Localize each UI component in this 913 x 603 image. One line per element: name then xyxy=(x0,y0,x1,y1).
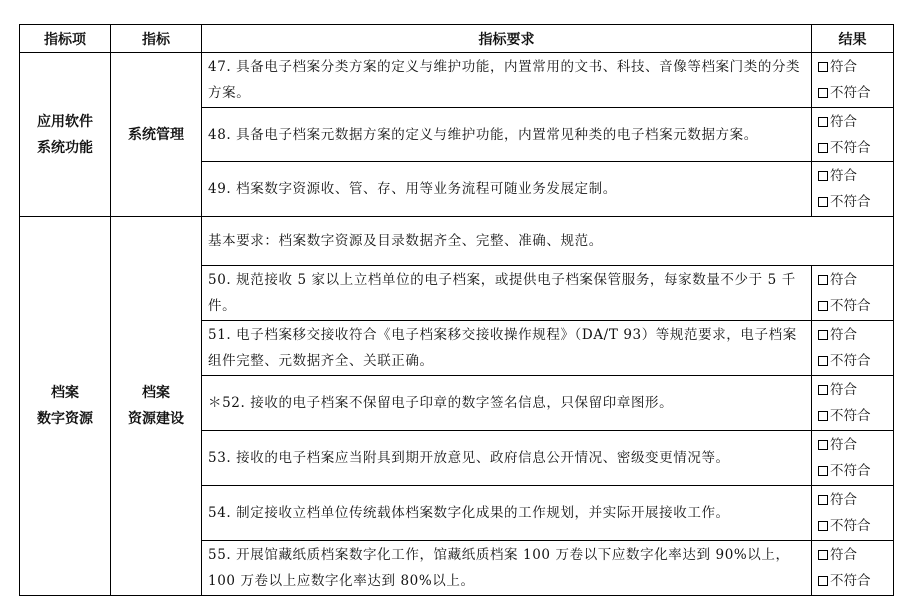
checkbox-icon[interactable] xyxy=(818,411,828,421)
result-option-fail[interactable] xyxy=(818,403,893,429)
checkbox-icon[interactable] xyxy=(818,521,828,531)
indicator-cell xyxy=(111,217,202,596)
result-fail-label: 不符合 xyxy=(830,85,871,101)
result-fail-label: 不符合 xyxy=(830,298,871,314)
requirement-cell: 50. 规范接收 5 家以上立档单位的电子档案，或提供电子档案保管服务，每家数量不少于 5 千件。 xyxy=(202,266,812,321)
result-fail-label: 不符合 xyxy=(830,139,871,156)
result-pass-label: 符合 xyxy=(830,547,857,563)
checkbox-icon[interactable] xyxy=(818,143,828,153)
requirement-cell: 51. 电子档案移交接收符合《电子档案移交接收操作规程》（DA/T 93）等规范要求，电子档案组件完整、元数据齐全、关联正确。 xyxy=(202,321,812,376)
header-requirement: 指标要求 xyxy=(202,25,812,53)
result-fail-label: 不符合 xyxy=(830,518,871,534)
header-indicator: 指标 xyxy=(111,25,202,53)
result-pass-label: 符合 xyxy=(830,437,857,453)
requirement-cell: 55. 开展馆藏纸质档案数字化工作，馆藏纸质档案 100 万卷以下应数字化率达到 90%以上，100 万卷以上应数字化率达到 80%以上。 xyxy=(202,541,812,596)
category-line: 应用软件 xyxy=(37,113,93,130)
result-pass-label: 符合 xyxy=(830,272,857,288)
checkbox-icon[interactable] xyxy=(818,495,828,505)
indicator-line: 资源建设 xyxy=(128,411,184,427)
result-pass-label: 符合 xyxy=(830,492,857,508)
category-line: 系统功能 xyxy=(37,139,93,156)
checkbox-icon[interactable] xyxy=(818,62,828,72)
result-pass-label: 符合 xyxy=(830,59,857,75)
result-pass-label: 符合 xyxy=(830,327,857,343)
requirement-cell: 53. 接收的电子档案应当附具到期开放意见、政府信息公开情况、密级变更情况等。 xyxy=(202,431,812,486)
result-fail-label: 不符合 xyxy=(830,194,871,210)
result-pass-label: 符合 xyxy=(830,113,857,130)
checkbox-icon[interactable] xyxy=(818,385,828,395)
checkbox-icon[interactable] xyxy=(818,171,828,181)
checkbox-icon[interactable] xyxy=(818,117,828,127)
category-line: 数字资源 xyxy=(37,411,93,427)
header-indicator-item: 指标项 xyxy=(20,25,111,53)
checkbox-icon[interactable] xyxy=(818,88,828,98)
result-pass-label: 符合 xyxy=(830,382,857,398)
result-option-fail[interactable] xyxy=(818,513,893,539)
result-cell xyxy=(812,541,894,596)
result-option-pass[interactable] xyxy=(818,377,893,403)
result-option-fail[interactable] xyxy=(818,135,893,161)
requirement-cell: 48. 具备电子档案元数据方案的定义与维护功能，内置常见种类的电子档案元数据方案。 xyxy=(202,108,812,162)
header-result: 结果 xyxy=(812,25,894,53)
result-option-fail[interactable] xyxy=(818,293,893,319)
indicator-line: 档案 xyxy=(142,385,170,401)
result-cell xyxy=(812,266,894,321)
result-option-pass[interactable] xyxy=(818,163,893,189)
category-cell xyxy=(20,217,111,596)
requirement-cell: 47. 具备电子档案分类方案的定义与维护功能，内置常用的文书、科技、音像等档案门类的分类方案。 xyxy=(202,53,812,108)
table-row xyxy=(20,53,894,108)
result-cell xyxy=(812,53,894,108)
result-cell xyxy=(812,376,894,431)
result-option-pass[interactable] xyxy=(818,54,893,80)
result-option-pass[interactable] xyxy=(818,542,893,568)
result-cell xyxy=(812,162,894,217)
category-cell xyxy=(20,53,111,217)
header-row xyxy=(20,25,894,53)
result-option-pass[interactable] xyxy=(818,487,893,513)
checkbox-icon[interactable] xyxy=(818,576,828,586)
result-option-fail[interactable] xyxy=(818,189,893,215)
checkbox-icon[interactable] xyxy=(818,550,828,560)
result-fail-label: 不符合 xyxy=(830,353,871,369)
result-option-pass[interactable] xyxy=(818,267,893,293)
requirement-cell: ＊52. 接收的电子档案不保留电子印章的数字签名信息，只保留印章图形。 xyxy=(202,376,812,431)
checkbox-icon[interactable] xyxy=(818,275,828,285)
requirement-cell: 49. 档案数字资源收、管、存、用等业务流程可随业务发展定制。 xyxy=(202,162,812,217)
basic-requirement-cell: 基本要求：档案数字资源及目录数据齐全、完整、准确、规范。 xyxy=(202,217,894,266)
evaluation-table xyxy=(19,24,894,596)
result-cell xyxy=(812,321,894,376)
result-option-pass[interactable] xyxy=(818,109,893,135)
result-option-fail[interactable] xyxy=(818,348,893,374)
checkbox-icon[interactable] xyxy=(818,301,828,311)
result-pass-label: 符合 xyxy=(830,168,857,184)
table-row xyxy=(20,217,894,266)
indicator-cell: 系统管理 xyxy=(111,53,202,217)
result-option-fail[interactable] xyxy=(818,80,893,106)
result-option-pass[interactable] xyxy=(818,322,893,348)
checkbox-icon[interactable] xyxy=(818,466,828,476)
checkbox-icon[interactable] xyxy=(818,440,828,450)
evaluation-table-page xyxy=(19,24,893,596)
checkbox-icon[interactable] xyxy=(818,356,828,366)
checkbox-icon[interactable] xyxy=(818,330,828,340)
result-option-fail[interactable] xyxy=(818,568,893,594)
result-fail-label: 不符合 xyxy=(830,408,871,424)
category-line: 档案 xyxy=(51,385,79,401)
result-cell xyxy=(812,486,894,541)
result-option-pass[interactable] xyxy=(818,432,893,458)
result-cell xyxy=(812,431,894,486)
checkbox-icon[interactable] xyxy=(818,197,828,207)
requirement-cell: 54. 制定接收立档单位传统载体档案数字化成果的工作规划，并实际开展接收工作。 xyxy=(202,486,812,541)
result-cell xyxy=(812,108,894,162)
result-option-fail[interactable] xyxy=(818,458,893,484)
result-fail-label: 不符合 xyxy=(830,463,871,479)
result-fail-label: 不符合 xyxy=(830,573,871,589)
